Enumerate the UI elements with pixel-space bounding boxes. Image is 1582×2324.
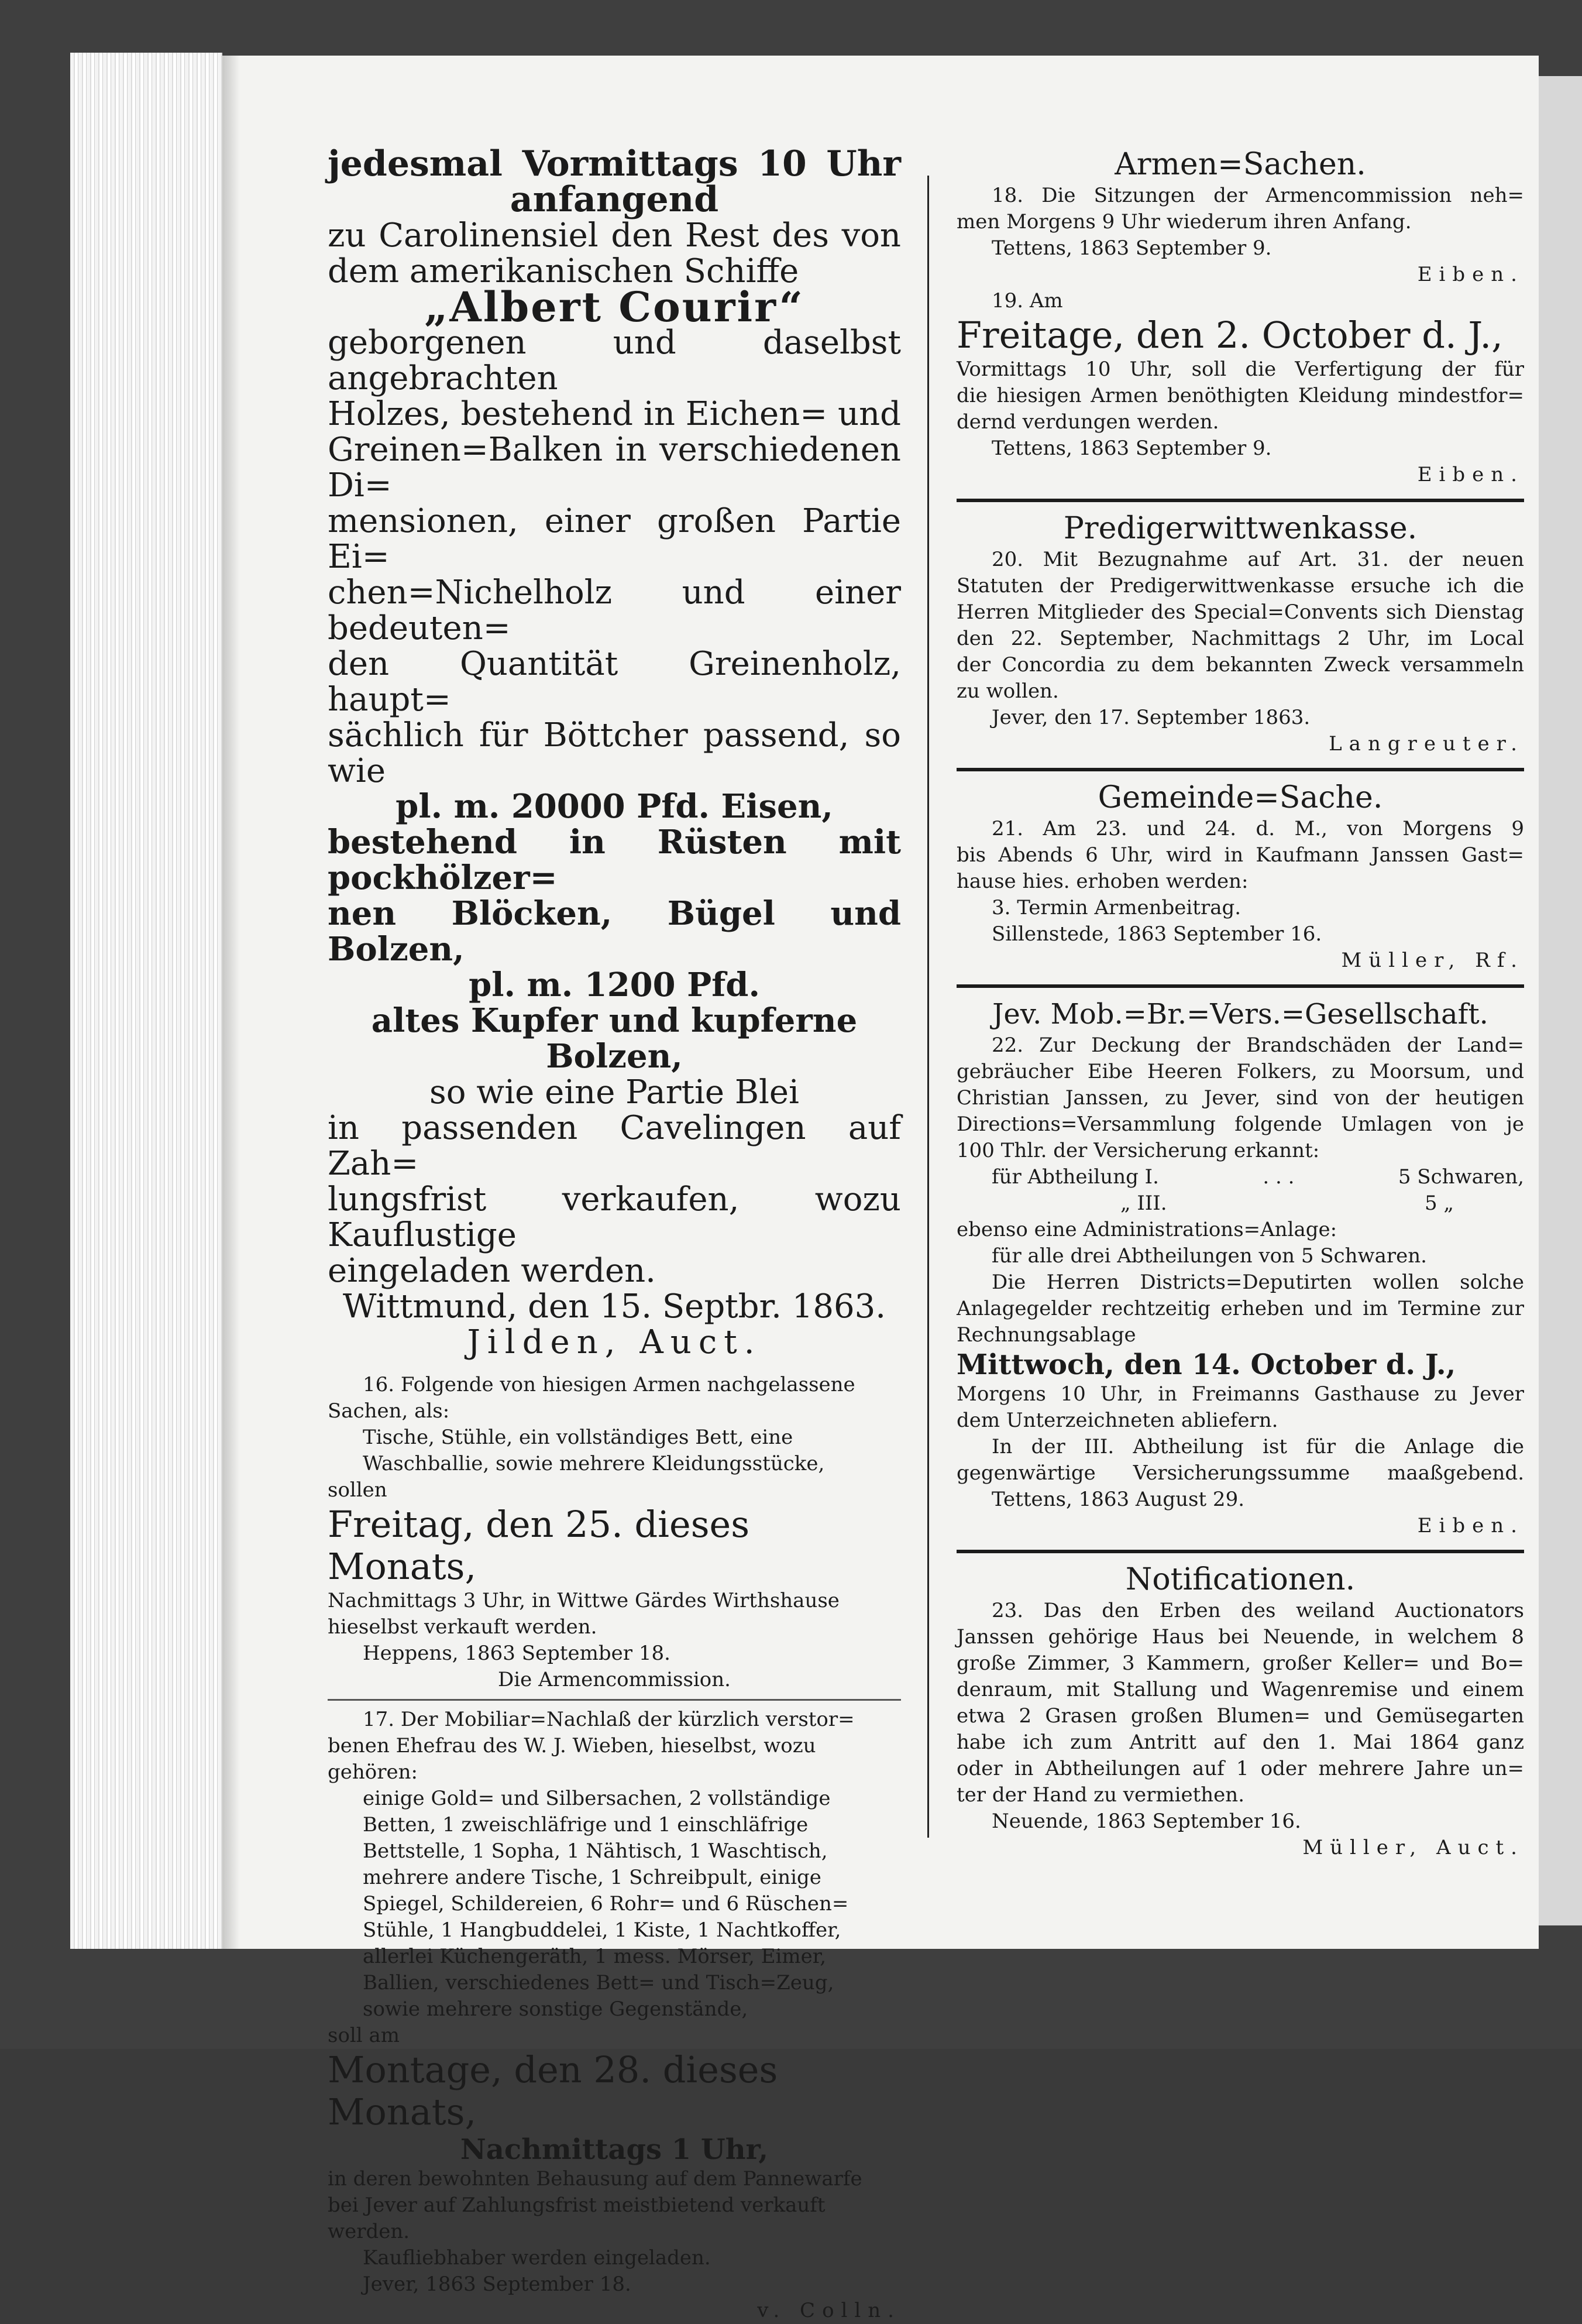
section-heading-gemeinde: Gemeinde=Sache. (1098, 780, 1383, 815)
ship-name: „Albert Courir“ (424, 283, 804, 331)
notice-line: 19. Am (992, 289, 1063, 313)
ad-line: so wie eine Partie Blei (429, 1073, 799, 1111)
notice-place-date: Tettens, 1863 August 29. (992, 1488, 1245, 1511)
notice-date-line: Freitage, den 2. October d. J., (957, 314, 1503, 356)
section-heading-armen: Armen=Sachen. (1115, 147, 1366, 182)
ad-line: eingeladen werden. (328, 1252, 656, 1290)
section-rule (957, 984, 1524, 988)
levy-label: „ III. (1120, 1192, 1167, 1215)
notice-line: 18. Die Sitzungen der Armencommission neh= (992, 184, 1524, 207)
notice-date-line: Freitag, den 25. dieses Monats, (328, 1503, 750, 1588)
notice-line: Directions=Versammlung folgende Umlagen von je (957, 1113, 1524, 1136)
notice-line: In der III. Abtheilung ist für die Anlage die (992, 1435, 1524, 1458)
notice-line: denraum, mit Stallung und Wagenremise und einem (957, 1678, 1524, 1701)
notice-place-date: Tettens, 1863 September 9. (992, 236, 1272, 260)
notice-line: der Concordia zu dem bekannten Zweck versammeln (957, 653, 1524, 677)
notice-line: Ballien, verschiedenes Bett= und Tisch=Zeug, (363, 1971, 834, 1995)
notice-date-line: Montage, den 28. dieses Monats, (328, 2048, 778, 2133)
notice-line: 3. Termin Armenbeitrag. (992, 896, 1241, 919)
notice-line: men Morgens 9 Uhr wiederum ihren Anfang. (957, 210, 1412, 234)
section-rule (957, 768, 1524, 771)
ad-line: dem amerikanischen Schiffe (328, 252, 799, 290)
levy-value: 5 Schwaren, (1398, 1165, 1524, 1189)
auction-advert (328, 143, 901, 1361)
notice-line: ter der Hand zu vermiethen. (957, 1783, 1245, 1807)
notice-23 (957, 1598, 1524, 1861)
levy-row (957, 1164, 1524, 1190)
column-divider (927, 176, 929, 1838)
notice-line: Bettstelle, 1 Sopha, 1 Nähtisch, 1 Waschtisch, (363, 1839, 828, 1863)
ad-line: zu Carolinensiel den Rest des von (328, 217, 901, 255)
notice-line: Janssen gehörige Haus bei Neuende, in welchem 8 (957, 1625, 1524, 1649)
ad-line: Holzes, bestehend in Eichen= und (328, 395, 901, 433)
section-heading-jev: Jev. Mob.=Br.=Vers.=Gesellschaft. (992, 998, 1488, 1031)
notice-signature: Die Armencommission. (498, 1668, 731, 1691)
notice-line: dem Unterzeichneten abliefern. (957, 1409, 1278, 1432)
section-heading-notificationen: Notificationen. (1125, 1562, 1356, 1597)
notice-line: hause hies. erhoben werden: (957, 870, 1249, 893)
levy-label: für Abtheilung I. (992, 1165, 1159, 1189)
notice-line: Christian Janssen, zu Jever, sind von der heutigen (957, 1086, 1524, 1110)
notice-signature: Langreuter. (1329, 732, 1524, 756)
notice-line: Betten, 1 zweischläfrige und 1 einschläfrige (363, 1813, 809, 1836)
notice-22 (957, 1032, 1524, 1539)
notice-line: zu wollen. (957, 679, 1059, 703)
notice-date-line: Mittwoch, den 14. October d. J., (957, 1348, 1456, 1381)
right-column (957, 146, 1524, 1861)
notice-place-date: Heppens, 1863 September 18. (363, 1642, 670, 1665)
notice-line: sowie mehrere sonstige Gegenstände, (363, 1997, 748, 2021)
notice-place-date: Jever, 1863 September 18. (363, 2272, 631, 2296)
notice-line: dernd verdungen werden. (957, 410, 1219, 434)
notice-line: Anlagegelder rechtzeitig erheben und im Termine zur (957, 1297, 1524, 1320)
section-rule (957, 499, 1524, 502)
notice-line: Morgens 10 Uhr, in Freimanns Gasthause zu Jever (957, 1382, 1524, 1406)
notice-time-line: Nachmittags 1 Uhr, (460, 2133, 769, 2166)
notice-line: soll am (328, 2024, 400, 2047)
notice-line: 100 Thlr. der Versicherung erkannt: (957, 1139, 1320, 1162)
ad-line: pl. m. 20000 Pfd. Eisen, (396, 787, 833, 826)
notice-line: habe ich zum Antritt auf den 1. Mai 1864 ganz (957, 1731, 1524, 1754)
section-rule (957, 1550, 1524, 1553)
separator (328, 1699, 901, 1701)
notice-line: 21. Am 23. und 24. d. M., von Morgens 9 (992, 817, 1524, 840)
notice-signature: Müller, Auct. (1302, 1836, 1524, 1859)
notice-line: Waschballie, sowie mehrere Kleidungsstücke, (363, 1452, 825, 1475)
levy-value: 5 „ (1424, 1192, 1454, 1215)
gutter-shadow (222, 56, 240, 1949)
notice-place-date: Tettens, 1863 September 9. (992, 437, 1272, 460)
notice-21 (957, 816, 1524, 974)
notice-place-date: Sillenstede, 1863 September 16. (992, 922, 1322, 946)
notice-signature: Eiben. (1417, 263, 1524, 286)
notice-line: 23. Das den Erben des weiland Auctionators (992, 1599, 1524, 1622)
notice-line: ebenso eine Administrations=Anlage: (957, 1218, 1337, 1241)
ad-line: anfangend (510, 179, 719, 220)
notice-line: in deren bewohnten Behausung auf dem Pannewarfe (328, 2167, 862, 2191)
ad-line: altes Kupfer und kupferne (371, 1001, 858, 1040)
notice-line: Vormittags 10 Uhr, soll die Verfertigung der für (957, 358, 1524, 381)
book-page-edges (70, 53, 222, 1949)
notice-signature: v. Colln. (757, 2299, 901, 2322)
notice-line: Spiegel, Schildereien, 6 Rohr= und 6 Rüschen= (363, 1892, 849, 1916)
ad-signature: Jilden, Auct. (467, 1323, 762, 1361)
notice-line: für alle drei Abtheilungen von 5 Schwaren. (992, 1244, 1427, 1268)
notice-line: hieselbst verkauft werden. (328, 1615, 597, 1639)
notice-line: bis Abends 6 Uhr, wird in Kaufmann Janssen Gast= (957, 843, 1524, 867)
notice-19 (957, 288, 1524, 488)
ad-line: den Quantität Greinenholz, haupt= (328, 645, 901, 719)
ad-line: pl. m. 1200 Pfd. (469, 966, 760, 1004)
ad-line: sächlich für Böttcher passend, so wie (328, 716, 901, 790)
ad-line: lungsfrist verkaufen, wozu Kauflustige (328, 1180, 901, 1254)
ad-place-date: Wittmund, den 15. Septbr. 1863. (342, 1288, 886, 1326)
notice-line: 17. Der Mobiliar=Nachlaß der kürzlich verstor= (363, 1708, 855, 1731)
notice-line: gehören: (328, 1760, 418, 1784)
ad-line: nen Blöcken, Bügel und Bolzen, (328, 894, 901, 969)
section-heading-prediger: Predigerwittwenkasse. (1063, 511, 1418, 546)
notice-signature: Eiben. (1417, 463, 1524, 486)
notice-line: benen Ehefrau des W. J. Wieben, hieselbst, wozu (328, 1734, 816, 1757)
ad-line: in passenden Cavelingen auf Zah= (328, 1109, 901, 1183)
ad-line: jedesmal Vormittags 10 Uhr (328, 143, 901, 184)
left-column (328, 143, 901, 2324)
facing-page-edge (1539, 76, 1582, 1925)
notice-line: sollen (328, 1478, 387, 1502)
notice-line: mehrere andere Tische, 1 Schreibpult, einige (363, 1866, 821, 1889)
ad-line: chen=Nichelholz und einer bedeuten= (328, 574, 901, 647)
notice-line: große Zimmer, 3 Kammern, großer Keller= und Bo= (957, 1652, 1524, 1675)
notice-16 (328, 1372, 901, 1693)
ad-line: mensionen, einer großen Partie Ei= (328, 502, 901, 576)
notice-line: Herren Mitglieder des Special=Convents sich Dienstag (957, 600, 1524, 624)
notice-line: oder in Abtheilungen auf 1 oder mehrere Jahre un= (957, 1757, 1524, 1780)
notice-line: 20. Mit Bezugnahme auf Art. 31. der neuen (992, 548, 1524, 571)
levy-dots: . . . (1263, 1165, 1295, 1189)
notice-line: Sachen, als: (328, 1399, 450, 1423)
ad-line: geborgenen und daselbst angebrachten (328, 324, 901, 397)
notice-line: die hiesigen Armen benöthigten Kleidung mindestfor= (957, 384, 1524, 407)
notice-20 (957, 547, 1524, 757)
notice-line: Statuten der Predigerwittwenkasse ersuche ich die (957, 574, 1524, 598)
notice-line: den 22. September, Nachmittags 2 Uhr, im Local (957, 627, 1524, 650)
notice-line: Rechnungsablage (957, 1323, 1136, 1347)
notice-line: Die Herren Districts=Deputirten wollen solche (992, 1271, 1524, 1294)
ad-line: Bolzen, (546, 1037, 683, 1076)
notice-line: Stühle, 1 Hangbuddelei, 1 Kiste, 1 Nachtkoffer, (363, 1918, 841, 1942)
notice-place-date: Neuende, 1863 September 16. (992, 1810, 1301, 1833)
notice-line: 16. Folgende von hiesigen Armen nachgelassene (363, 1373, 855, 1396)
notice-line: Tische, Stühle, ein vollständiges Bett, eine (363, 1426, 793, 1449)
notice-line: allerlei Küchengeräth, 1 mess. Mörser, Eimer, (363, 1945, 827, 1968)
notice-signature: Müller, Rf. (1341, 949, 1524, 972)
notice-place-date: Jever, den 17. September 1863. (992, 706, 1311, 729)
notice-line: werden. (328, 2220, 410, 2243)
notice-line: Kaufliebhaber werden eingeladen. (363, 2246, 711, 2270)
notice-line: bei Jever auf Zahlungsfrist meistbietend verkauft (328, 2193, 826, 2217)
notice-17 (328, 1707, 901, 2324)
notice-signature: Eiben. (1417, 1514, 1524, 1537)
levy-row (957, 1190, 1524, 1217)
notice-line: etwa 2 Grasen großen Blumen= und Gemüsegarten (957, 1704, 1524, 1728)
ad-line: Greinen=Balken in verschiedenen Di= (328, 431, 901, 504)
notice-line: Nachmittags 3 Uhr, in Wittwe Gärdes Wirthshause (328, 1589, 840, 1612)
notice-line: gegenwärtige Versicherungssumme maaßgebend. (957, 1461, 1524, 1485)
notice-line: gebräucher Eibe Heeren Folkers, zu Moorsum, und (957, 1060, 1524, 1083)
notice-18 (957, 183, 1524, 288)
notice-line: einige Gold= und Silbersachen, 2 vollständige (363, 1787, 831, 1810)
ad-line: bestehend in Rüsten mit pockhölzer= (328, 823, 901, 897)
notice-line: 22. Zur Deckung der Brandschäden der Land= (992, 1034, 1524, 1057)
